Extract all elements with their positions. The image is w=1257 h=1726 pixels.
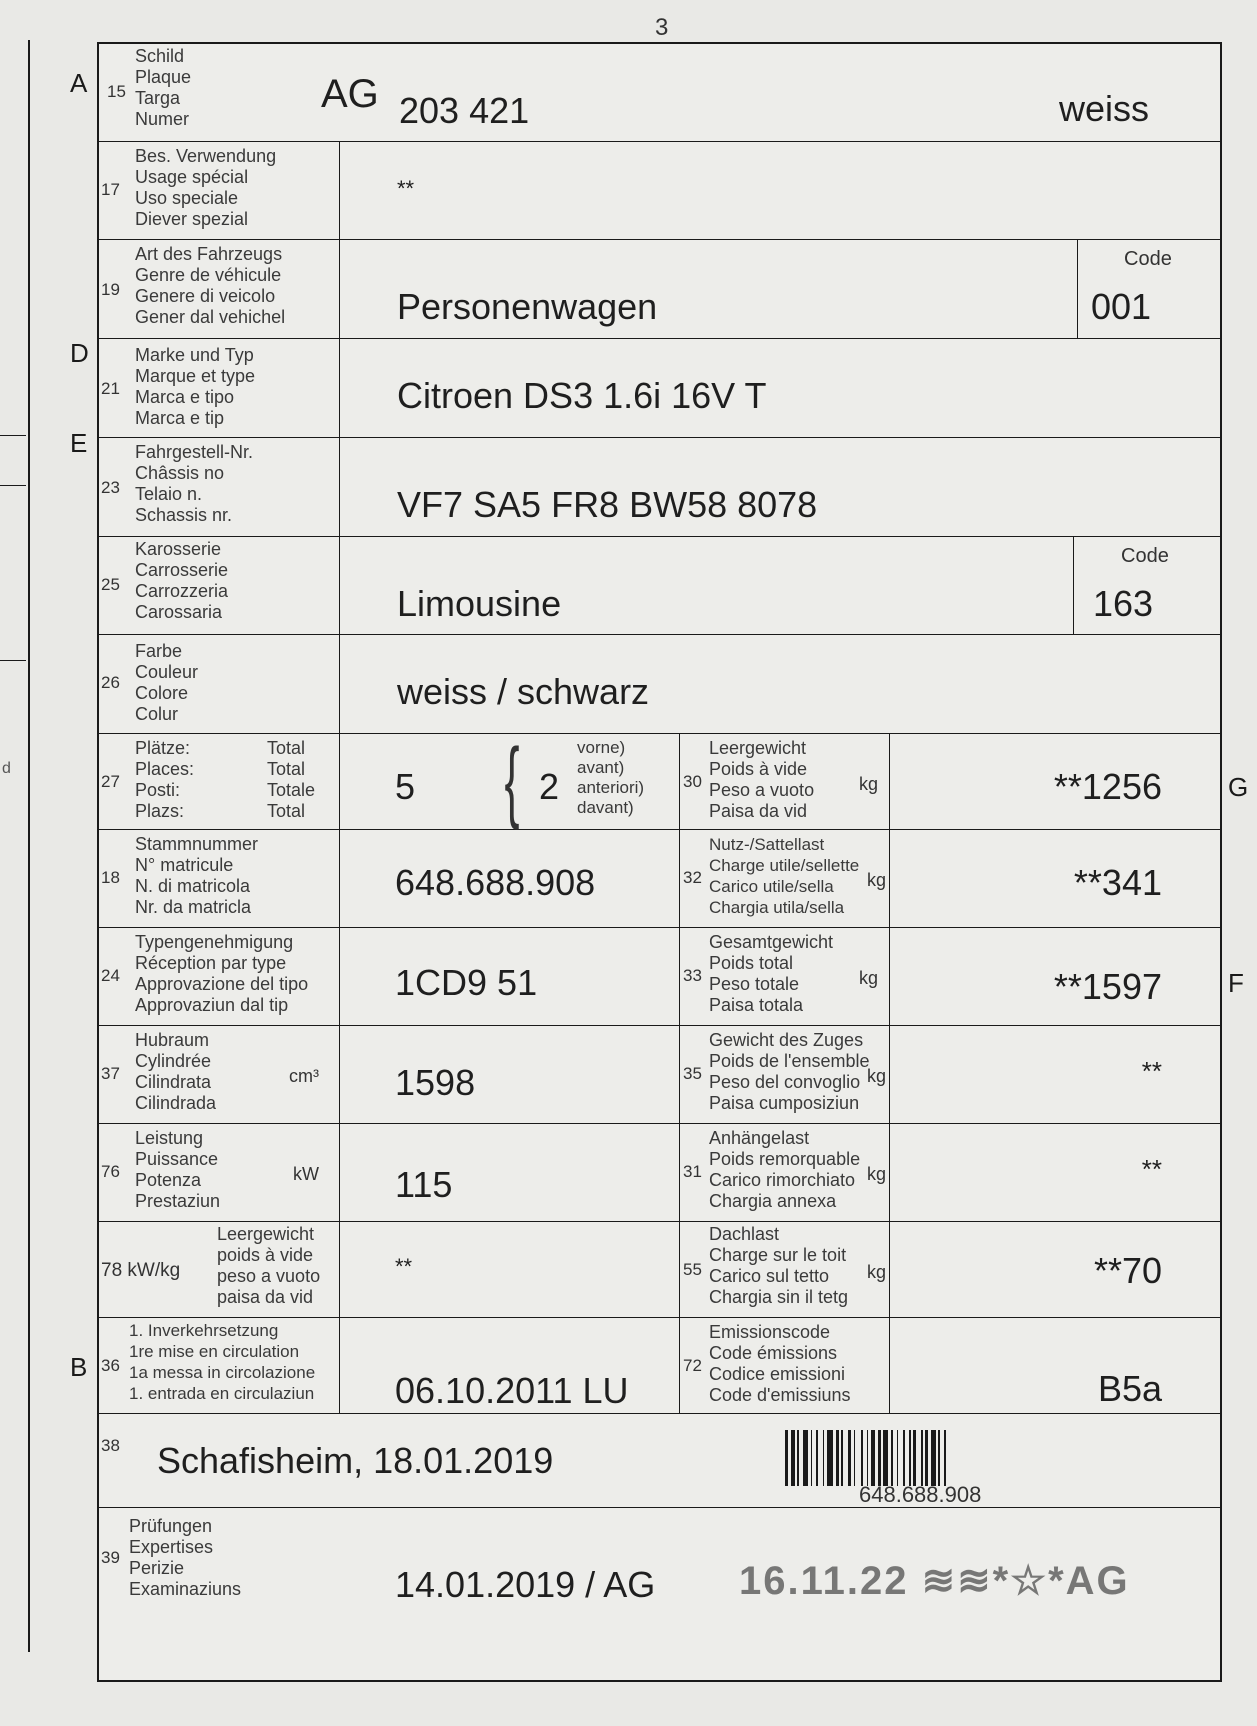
vehicle-type-value: Personenwagen bbox=[397, 286, 658, 327]
field-labels: 1. Inverkehrsetzung 1re mise en circulation 1a messa in circolazione 1. entrada en circulaziun bbox=[129, 1321, 316, 1403]
barcode-bar bbox=[867, 1430, 868, 1486]
colour-value: weiss / schwarz bbox=[397, 671, 650, 712]
plate-number: 203 421 bbox=[399, 90, 530, 131]
barcode-bar bbox=[841, 1430, 843, 1486]
barcode-bar bbox=[931, 1430, 936, 1486]
unit-label: kg bbox=[867, 1262, 887, 1282]
field-number: 37 bbox=[101, 1064, 120, 1083]
special-use-row bbox=[99, 142, 1220, 240]
unit-label: kg bbox=[859, 774, 879, 794]
inspection-stamp: 16.11.22 ≋≋*☆*AG bbox=[739, 1559, 1130, 1603]
make-model-value: Citroen DS3 1.6i 16V T bbox=[397, 375, 767, 416]
code-label: Code bbox=[1124, 248, 1172, 270]
unit-label: cm³ bbox=[289, 1066, 319, 1086]
barcode-bar bbox=[823, 1430, 824, 1486]
field-labels: Plätze: Places: Posti: Plazs: bbox=[135, 738, 195, 821]
divider bbox=[0, 660, 26, 661]
trailer-load-value: ** bbox=[1141, 1154, 1162, 1184]
barcode-bar bbox=[897, 1430, 898, 1486]
margin-letter-a: A bbox=[70, 68, 88, 98]
field-labels: Marke und Typ Marque et type Marca e tipo Marca e tip bbox=[135, 345, 256, 428]
margin-letter-e: E bbox=[70, 428, 88, 458]
adjacent-page-edge bbox=[0, 40, 30, 1652]
divider bbox=[339, 1222, 340, 1317]
displacement-train-row bbox=[99, 1026, 1220, 1124]
adjacent-letter: d bbox=[2, 760, 11, 777]
field-number: 33 bbox=[683, 966, 702, 985]
type-approval-value: 1CD9 51 bbox=[395, 962, 538, 1003]
barcode-bar bbox=[909, 1430, 911, 1486]
field-number: 36 bbox=[101, 1356, 120, 1375]
field-number: 35 bbox=[683, 1064, 702, 1083]
divider bbox=[339, 240, 340, 338]
brace-symbol: { bbox=[504, 731, 520, 831]
divider bbox=[1073, 537, 1074, 634]
vehicle-type-row bbox=[99, 240, 1220, 339]
margin-letter-g: G bbox=[1228, 772, 1249, 802]
chassis-row bbox=[99, 438, 1220, 537]
vehicle-type-code: 001 bbox=[1091, 286, 1152, 327]
margin-letter-b: B bbox=[70, 1352, 88, 1382]
barcode-bar bbox=[854, 1430, 855, 1486]
plate-row bbox=[99, 44, 1220, 142]
registration-emission-row bbox=[99, 1318, 1220, 1414]
field-labels: Anhängelast Poids remorquable Carico rimorchiato Chargia annexa bbox=[709, 1128, 861, 1211]
roof-load-value: **70 bbox=[1093, 1250, 1162, 1291]
field-labels: vorne) avant) anteriori) davant) bbox=[577, 738, 645, 817]
barcode-bar bbox=[878, 1430, 881, 1486]
divider bbox=[0, 435, 26, 436]
divider bbox=[679, 830, 680, 927]
divider bbox=[339, 537, 340, 634]
barcode-bar bbox=[816, 1430, 818, 1486]
field-number: 25 bbox=[101, 575, 120, 594]
colour-row bbox=[99, 635, 1220, 734]
barcode-bar bbox=[861, 1430, 863, 1486]
divider bbox=[679, 928, 680, 1025]
divider bbox=[339, 928, 340, 1025]
inspections-row bbox=[99, 1508, 1220, 1680]
barcode-bar bbox=[791, 1430, 795, 1486]
divider bbox=[889, 830, 890, 927]
field-labels: Nutz-/Sattellast Charge utile/sellette Carico utile/sella Chargia utila/sella bbox=[709, 835, 860, 917]
divider bbox=[889, 1026, 890, 1123]
divider bbox=[889, 1124, 890, 1221]
field-number: 24 bbox=[101, 966, 120, 985]
field-number: 78 kW/kg bbox=[101, 1260, 181, 1281]
barcode-bar bbox=[903, 1430, 905, 1486]
body-code: 163 bbox=[1093, 583, 1154, 624]
field-labels: Total Total Totale Total bbox=[267, 738, 316, 821]
field-number: 55 bbox=[683, 1260, 702, 1279]
field-number: 31 bbox=[683, 1162, 702, 1181]
seats-weight-row bbox=[99, 731, 1220, 831]
field-labels: Stammnummer N° matricule N. di matricola Nr. da matricla bbox=[135, 834, 259, 917]
barcode-bar bbox=[913, 1430, 916, 1486]
barcode-bar bbox=[944, 1430, 946, 1486]
emission-code-value: B5a bbox=[1097, 1368, 1162, 1409]
barcode-bar bbox=[921, 1430, 923, 1486]
margin-letter-d: D bbox=[70, 338, 89, 368]
field-number: 26 bbox=[101, 673, 120, 692]
seats-front-value: 2 bbox=[539, 766, 560, 807]
field-number: 21 bbox=[101, 379, 120, 398]
field-number: 39 bbox=[101, 1548, 120, 1567]
field-number: 27 bbox=[101, 772, 120, 791]
power-weight-value: ** bbox=[395, 1254, 413, 1279]
field-number: 38 bbox=[101, 1436, 120, 1455]
barcode-text: 648.688.908 bbox=[859, 1482, 982, 1507]
barcode-bar bbox=[785, 1430, 788, 1486]
divider bbox=[889, 734, 890, 829]
field-labels: Typengenehmigung Réception par type Approvazione del tipo Approvaziun dal tip bbox=[135, 932, 309, 1015]
barcode bbox=[785, 1430, 1125, 1488]
barcode-bar bbox=[871, 1430, 875, 1486]
field-labels: Leergewicht poids à vide peso a vuoto paisa da vid bbox=[217, 1224, 321, 1307]
displacement-value: 1598 bbox=[395, 1062, 476, 1103]
first-registration-value: 06.10.2011 LU bbox=[395, 1370, 629, 1411]
chassis-value: VF7 SA5 FR8 BW58 8078 bbox=[397, 484, 818, 525]
train-weight-value: ** bbox=[1141, 1056, 1162, 1086]
barcode-bar bbox=[883, 1430, 888, 1486]
barcode-bar bbox=[827, 1430, 833, 1486]
empty-weight-value: **1256 bbox=[1053, 766, 1162, 807]
barcode-bar bbox=[925, 1430, 928, 1486]
unit-label: kg bbox=[867, 870, 887, 890]
divider bbox=[889, 1222, 890, 1317]
body-row bbox=[99, 537, 1220, 635]
field-labels: Art des Fahrzeugs Genre de véhicule Genere di veicolo Gener dal vehichel bbox=[135, 244, 286, 327]
field-number: 32 bbox=[683, 868, 702, 887]
barcode-bar bbox=[938, 1430, 940, 1486]
field-labels: Hubraum Cylindrée Cilindrata Cilindrada bbox=[135, 1030, 217, 1113]
divider bbox=[339, 1124, 340, 1221]
field-labels: Farbe Couleur Colore Colur bbox=[135, 641, 199, 724]
divider bbox=[679, 1124, 680, 1221]
make-model-row bbox=[99, 339, 1220, 438]
barcode-bar bbox=[811, 1430, 812, 1486]
field-labels: Karosserie Carrosserie Carrozzeria Carossaria bbox=[135, 539, 229, 622]
page-number: 3 bbox=[655, 14, 669, 41]
divider bbox=[1077, 240, 1078, 338]
code-label: Code bbox=[1121, 545, 1169, 567]
unit-label: kg bbox=[859, 968, 879, 988]
divider bbox=[679, 1026, 680, 1123]
divider bbox=[339, 339, 340, 437]
field-labels: Schild Plaque Targa Numer bbox=[135, 46, 192, 129]
field-number: 17 bbox=[101, 180, 120, 199]
vehicle-registration-document bbox=[97, 42, 1222, 1682]
field-labels: Gewicht des Zuges Poids de l'ensemble Peso del convoglio Paisa cumposiziun bbox=[709, 1030, 870, 1113]
matriculation-value: 648.688.908 bbox=[395, 862, 596, 903]
powerweight-roof-row bbox=[99, 1222, 1220, 1318]
place-date-row bbox=[99, 1414, 1220, 1508]
divider bbox=[679, 1318, 680, 1413]
plate-canton: AG bbox=[321, 72, 379, 116]
field-number: 76 bbox=[101, 1162, 120, 1181]
inspections-value: 14.01.2019 / AG bbox=[395, 1564, 656, 1605]
field-labels: Leergewicht Poids à vide Peso a vuoto Paisa da vid bbox=[709, 738, 815, 821]
barcode-bar bbox=[797, 1430, 799, 1486]
unit-label: kW bbox=[293, 1164, 319, 1184]
special-use-value: ** bbox=[397, 176, 415, 201]
divider bbox=[339, 635, 340, 733]
field-number: 15 bbox=[107, 82, 126, 101]
field-labels: Prüfungen Expertises Perizie Examinaziuns bbox=[129, 1516, 242, 1599]
field-labels: Dachlast Charge sur le toit Carico sul tetto Chargia sin il tetg bbox=[709, 1224, 849, 1307]
field-labels: Fahrgestell-Nr. Châssis no Telaio n. Schassis nr. bbox=[135, 442, 254, 525]
field-number: 19 bbox=[101, 280, 120, 299]
divider bbox=[889, 928, 890, 1025]
power-value: 115 bbox=[395, 1164, 453, 1205]
divider bbox=[339, 142, 340, 239]
divider bbox=[339, 438, 340, 536]
divider bbox=[889, 1318, 890, 1413]
divider bbox=[679, 1222, 680, 1317]
barcode-bar bbox=[848, 1430, 851, 1486]
divider bbox=[339, 1318, 340, 1413]
divider bbox=[339, 734, 340, 829]
power-trailer-row bbox=[99, 1124, 1220, 1222]
seats-total-value: 5 bbox=[395, 766, 416, 807]
field-labels: Bes. Verwendung Usage spécial Uso speciale Diever spezial bbox=[135, 146, 277, 229]
barcode-bar bbox=[803, 1430, 808, 1486]
unit-label: kg bbox=[867, 1164, 887, 1184]
field-labels: Emissionscode Code émissions Codice emissioni Code d'emissiuns bbox=[709, 1322, 851, 1405]
field-labels: Gesamtgewicht Poids total Peso totale Paisa totala bbox=[709, 932, 834, 1015]
divider bbox=[339, 830, 340, 927]
matriculation-payload-row bbox=[99, 830, 1220, 928]
field-number: 72 bbox=[683, 1356, 702, 1375]
field-number: 30 bbox=[683, 772, 702, 791]
unit-label: kg bbox=[867, 1066, 887, 1086]
approval-total-weight-row bbox=[99, 928, 1220, 1026]
place-date-value: Schafisheim, 18.01.2019 bbox=[157, 1440, 554, 1481]
barcode-bar bbox=[836, 1430, 839, 1486]
body-value: Limousine bbox=[397, 583, 562, 624]
field-labels: Leistung Puissance Potenza Prestaziun bbox=[135, 1128, 221, 1211]
divider bbox=[339, 1026, 340, 1123]
divider bbox=[679, 734, 680, 829]
payload-value: **341 bbox=[1073, 862, 1162, 903]
plate-color: weiss bbox=[1059, 88, 1150, 129]
margin-letter-f: F bbox=[1228, 968, 1244, 998]
field-number: 23 bbox=[101, 478, 120, 497]
field-number: 18 bbox=[101, 868, 120, 887]
barcode-bar bbox=[891, 1430, 893, 1486]
total-weight-value: **1597 bbox=[1053, 966, 1162, 1007]
divider bbox=[0, 485, 26, 486]
